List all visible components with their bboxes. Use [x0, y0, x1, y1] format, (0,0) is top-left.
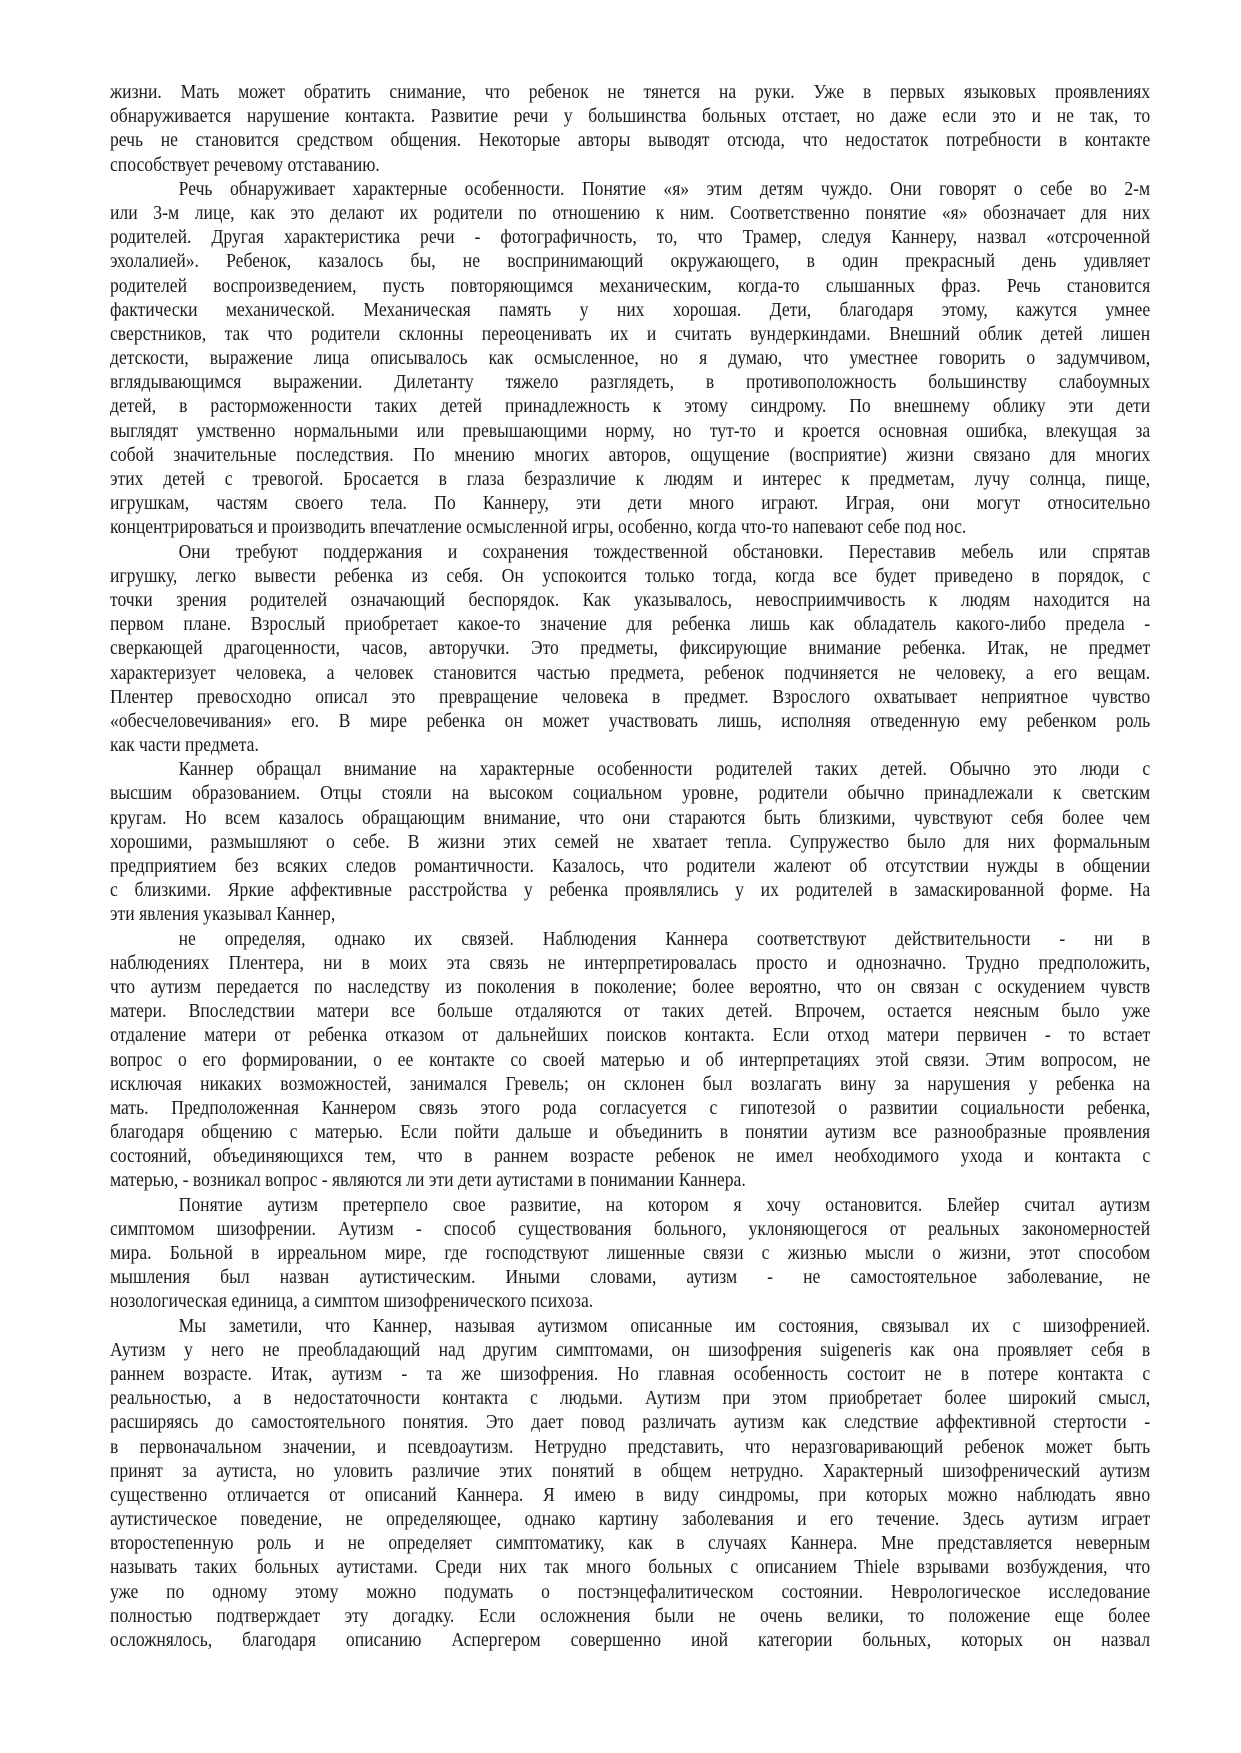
text-line: Речь обнаруживает характерные особенности. Понятие «я» этим детям чуждо. Они говорят о себе во 2-м [178, 177, 1151, 200]
text-line: концентрироваться и производить впечатление осмысленной игры, особенно, когда что-то напевают себе под нос. [110, 516, 967, 539]
text-line: Они требуют поддержания и сохранения тождественной обстановки. Переставив мебель или спрятав [178, 540, 1151, 563]
text-line: Плентер превосходно описал это превращение человека в предмет. Взрослого охватывает неприятное чувство [110, 685, 1151, 708]
text-line: как части предмета. [110, 734, 259, 757]
text-line: расширяясь до самостоятельного понятия. Это дает повод различать аутизм как следствие аффективной стертости - [110, 1411, 1151, 1434]
text-line: не определяя, однако их связей. Наблюдения Каннера соответствуют действительности - ни в [178, 927, 1151, 950]
text-line: способствует речевому отставанию. [110, 153, 380, 176]
text-line: или 3-м лице, как это делают их родители по отношению к ним. Соответственно понятие «я» обозначает для них [110, 201, 1151, 224]
text-line: обнаруживается нарушение контакта. Развитие речи у большинства больных отстает, но даже если это и не так, то [110, 105, 1151, 128]
text-line: кругам. Но всем казалось обращающим внимание, что они стараются быть близкими, чувствуют себя более чем [110, 806, 1151, 829]
text-line: уже по одному этому можно подумать о постэнцефалитическом состоянии. Неврологическое исследование [110, 1580, 1151, 1603]
text-line: родителей воспроизведением, пусть повторяющимся механическим, когда-то слышанных фраз. Речь становится [110, 274, 1151, 297]
text-line: называть таких больных аутистами. Среди них так много больных с описанием Thiele взрывами возбуждения, что [110, 1556, 1151, 1579]
text-line: исключая никаких возможностей, занимался Гревель; он склонен был возлагать вину за нарушения у ребенка на [110, 1072, 1151, 1095]
text-line: отдаление матери от ребенка отказом от дальнейших поисков контакта. Если отход матери первичен - то встает [110, 1024, 1151, 1047]
paragraph [110, 927, 1150, 1193]
text-line: принят за аутиста, но уловить различие этих понятий в общем нетрудно. Характерный шизофренический аутизм [110, 1459, 1151, 1482]
text-line: матери. Впоследствии матери все больше отдаляются от таких детей. Впрочем, остается неясным было уже [110, 1000, 1151, 1023]
paragraph [110, 1314, 1150, 1653]
text-line: мать. Предположенная Каннером связь этого рода согласуется с гипотезой о развитии социальности ребенка, [110, 1096, 1151, 1119]
text-line: жизни. Мать может обратить снимание, что ребенок не тянется на руки. Уже в первых языковых проявлениях [110, 81, 1151, 103]
text-line: хорошими, размышляют о себе. В жизни этих семей не хватает тепла. Супружество было для них формальным [110, 830, 1151, 853]
text-line: с близкими. Яркие аффективные расстройства у ребенка проявлялись у их родителей в замаскированной форме. На [110, 879, 1151, 902]
text-line: существенно отличается от описаний Каннера. Я имею в виду синдромы, при которых можно наблюдать явно [110, 1483, 1151, 1506]
text-line: второстепенную роль и не определяет симптоматику, как в случаях Каннера. Мне представляется неверным [110, 1532, 1151, 1555]
text-line: Каннер обращал внимание на характерные особенности родителей таких детей. Обычно это люди с [178, 758, 1151, 781]
text-line: характеризует человека, а человек становится частью предмета, ребенок подчиняется не человеку, а его вещам. [110, 661, 1151, 684]
text-line: нозологическая единица, а симптом шизофренического психоза. [110, 1290, 594, 1313]
text-line: первом плане. Взрослый приобретает какое-то значение для ребенка лишь как обладатель какого-либо предела - [110, 613, 1151, 636]
text-line: что аутизм передается по наследству из поколения в поколение; более вероятно, что он связан с оскудением чувств [110, 975, 1151, 998]
text-line: родителей. Другая характеристика речи - фотографичность, то, что Трамер, следуя Каннеру, назвал «отсроченной [110, 226, 1151, 249]
text-line: сверстников, так что родители склонны переоценивать их и считать вундеркиндами. Внешний облик детей лишен [110, 322, 1151, 345]
paragraph [110, 1193, 1150, 1314]
text-line: сверкающей драгоценности, часов, авторучки. Это предметы, фиксирующие внимание ребенка. Итак, не предмет [110, 637, 1151, 660]
text-line: благодаря общению с матерью. Если пойти дальше и объединить в понятии аутизм все разнообразные проявления [110, 1121, 1151, 1144]
document-page [110, 80, 1150, 1652]
paragraph [110, 80, 1150, 177]
text-line: мышления был назван аутистическим. Иными словами, аутизм - не самостоятельное заболевание, не [110, 1266, 1151, 1289]
text-line: раннем возрасте. Итак, аутизм - та же шизофрения. Но главная особенность состоит не в потере контакта с [110, 1362, 1151, 1385]
text-line: осложнялось, благодаря описанию Аспергером совершенно иной категории больных, которых он назвал [110, 1629, 1151, 1651]
text-line: игрушкам, частям своего тела. По Каннеру, эти дети много играют. Играя, они могут относительно [110, 492, 1151, 515]
paragraph [110, 540, 1150, 758]
text-line: речь не становится средством общения. Некоторые авторы выводят отсюда, что недостаток потребности в контакте [110, 129, 1151, 152]
text-line: Мы заметили, что Каннер, называя аутизмом описанные им состояния, связывал их с шизофренией. [178, 1314, 1151, 1337]
text-line: высшим образованием. Отцы стояли на высоком социальном уровне, родители обычно принадлежали к светским [110, 782, 1151, 805]
text-line: точки зрения родителей означающий беспорядок. Как указывалось, невосприимчивость к людям находится на [110, 588, 1151, 611]
text-line: матерью, - возникал вопрос - являются ли эти дети аутистами в понимании Каннера. [110, 1169, 746, 1192]
text-line: детей, в расторможенности таких детей принадлежность к этому синдрому. По внешнему облику эти дети [110, 395, 1151, 418]
text-line: полностью подтверждает эту догадку. Если осложнения были не очень велики, то положение еще более [110, 1604, 1151, 1627]
text-line: реальностью, а в недостаточности контакта с людьми. Аутизм при этом приобретает более широкий смысл, [110, 1387, 1151, 1410]
paragraph [110, 757, 1150, 926]
text-line: игрушку, легко вывести ребенка из себя. Он успокоится только тогда, когда все будет приведено в порядок, с [110, 564, 1151, 587]
text-line: предприятием без всяких следов романтичности. Казалось, что родители жалеют об отсутствии нужды в общении [110, 855, 1151, 877]
text-line: состояний, объединяющихся тем, что в раннем возрасте ребенок не имел необходимого ухода и контакта с [110, 1145, 1151, 1168]
text-line: фактически механической. Механическая память у них хорошая. Дети, благодаря этому, кажутся умнее [110, 298, 1151, 321]
text-line: собой значительные последствия. По мнению многих авторов, ощущение (восприятие) жизни связано для многих [110, 443, 1151, 466]
text-line: выглядят умственно нормальными или превышающими норму, но тут-то и кроется основная ошибка, влекущая за [110, 419, 1151, 442]
text-line: эхолалией». Ребенок, казалось бы, не воспринимающий окружающего, в один прекрасный день удивляет [110, 250, 1151, 273]
text-line: Аутизм у него не преобладающий над другим симптомами, он шизофрения suigeneris как она проявляет себя в [110, 1338, 1151, 1361]
text-line: вопрос о его формировании, о ее контакте со своей матерью и об интерпретациях этой связи. Этим вопросом, не [110, 1048, 1151, 1071]
text-line: мира. Больной в ирреальном мире, где господствуют лишенные связи с жизнью мысли о жизни, этот способом [110, 1242, 1151, 1264]
text-line: аутистическое поведение, не определяющее, однако картину заболевания и его течение. Здесь аутизм играет [110, 1508, 1151, 1531]
text-line: эти явления указывал Каннер, [110, 903, 336, 926]
text-line: этих детей с тревогой. Бросается в глаза безразличие к людям и интерес к предметам, лучу солнца, пище, [110, 468, 1151, 490]
text-line: наблюдениях Плентера, ни в моих эта связь не интерпретировалась просто и однозначно. Трудно предположить, [110, 951, 1151, 974]
text-line: вглядывающимся выражении. Дилетанту тяжело разглядеть, в противоположность большинству слабоумных [110, 371, 1151, 394]
paragraph [110, 177, 1150, 540]
text-line: «обесчеловечивания» его. В мире ребенка он может участвовать лишь, исполняя отведенную ему ребенком роль [110, 709, 1151, 732]
text-line: в первоначальном значении, и псевдоаутизм. Нетрудно представить, что неразговаривающий ребенок может быть [110, 1435, 1151, 1458]
text-line: симптомом шизофрении. Аутизм - способ существования больного, уклоняющегося от реальных закономерностей [110, 1217, 1151, 1240]
text-line: Понятие аутизм претерпело свое развитие, на котором я хочу остановится. Блейер считал аутизм [178, 1193, 1151, 1216]
text-line: детскости, выражение лица описывалось как осмысленное, но я думаю, что уместнее говорить о задумчивом, [110, 347, 1151, 370]
